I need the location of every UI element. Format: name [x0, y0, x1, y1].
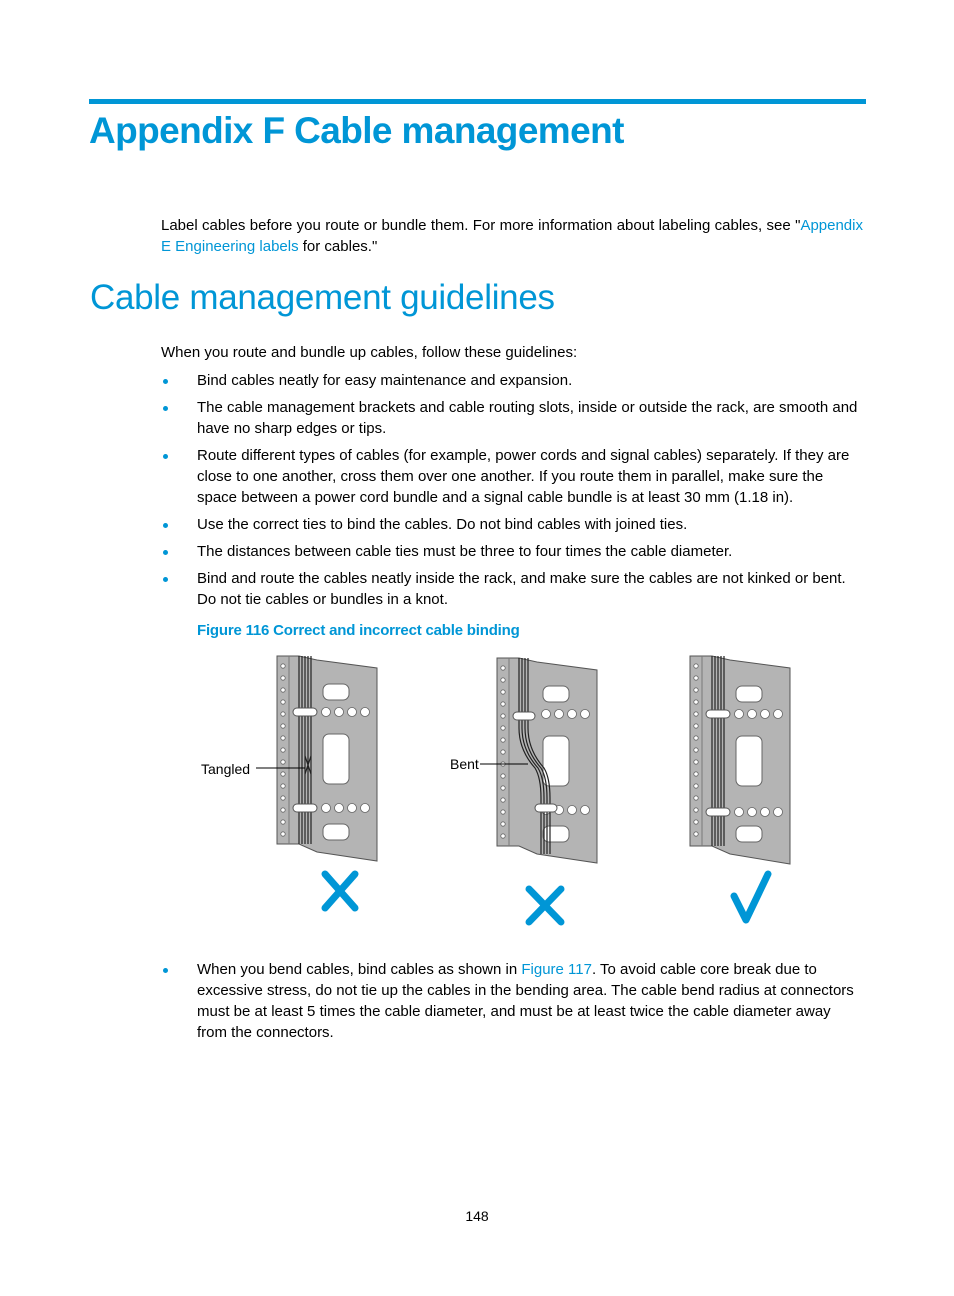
- section-lead: When you route and bundle up cables, follow these guidelines:: [161, 344, 578, 361]
- list-item: Use the correct ties to bind the cables. Do not bind cables with joined ties.: [161, 514, 864, 535]
- intro-text-before: Label cables before you route or bundle them. For more information about labeling cables, see ": [161, 217, 801, 234]
- tangled-label: Tangled: [201, 761, 251, 777]
- intro-text-after: for cables.": [298, 238, 378, 255]
- appendix-e-link[interactable]: Appendix E Engineering labels: [161, 217, 863, 255]
- rack-panel-bent: [497, 658, 597, 863]
- figure-117-link[interactable]: Figure 117: [521, 961, 592, 978]
- list-item: Bind and route the cables neatly inside the rack, and make sure the cables are not kinked or bent. Do not tie cables or bundles in a knot.: [161, 568, 864, 610]
- incorrect-mark-icon: [325, 874, 355, 908]
- bullet-icon: [163, 968, 168, 973]
- page-title: Appendix F Cable management: [89, 110, 624, 151]
- bent-label: Bent: [450, 756, 479, 772]
- guideline-list: [161, 370, 864, 616]
- list-item: Route different types of cables (for example, power cords and signal cables) separately. If they are close to one another, cross them over one another. If you route them in parallel, make sure the space between a power cord bundle and a signal cable bundle is at least 30 mm (1.18 in).: [161, 445, 864, 508]
- page-number: 148: [465, 1208, 489, 1224]
- intro-paragraph: [161, 215, 863, 257]
- list-item: Bind cables neatly for easy maintenance and expansion.: [161, 370, 864, 391]
- list-item: The distances between cable ties must be three to four times the cable diameter.: [161, 541, 864, 562]
- list-item: When you bend cables, bind cables as shown in Figure 117. To avoid cable core break due to excessive stress, do not tie up the cables in the bending area. The cable bend radius at connectors must be at least 5 times the cable diameter, and must be at least twice the cable diameter away from the connectors.: [161, 959, 864, 1043]
- bullet-icon: [163, 406, 168, 411]
- title-rule: [89, 99, 866, 104]
- bullet-icon: [163, 550, 168, 555]
- rack-panel-tangled: [277, 656, 377, 861]
- bullet-icon: [163, 379, 168, 384]
- figure-caption: Figure 116 Correct and incorrect cable binding: [197, 622, 520, 639]
- bullet-icon: [163, 577, 168, 582]
- bend-guideline-list: [161, 959, 864, 1049]
- bullet-icon: [163, 454, 168, 459]
- cable-binding-figure: [190, 650, 810, 930]
- rack-panel-correct: [690, 656, 790, 864]
- correct-check-icon: [734, 874, 768, 920]
- bullet-icon: [163, 523, 168, 528]
- list-item: The cable management brackets and cable routing slots, inside or outside the rack, are smooth and have no sharp edges or tips.: [161, 397, 864, 439]
- section-title: Cable management guidelines: [90, 278, 555, 317]
- incorrect-mark-icon: [529, 889, 561, 922]
